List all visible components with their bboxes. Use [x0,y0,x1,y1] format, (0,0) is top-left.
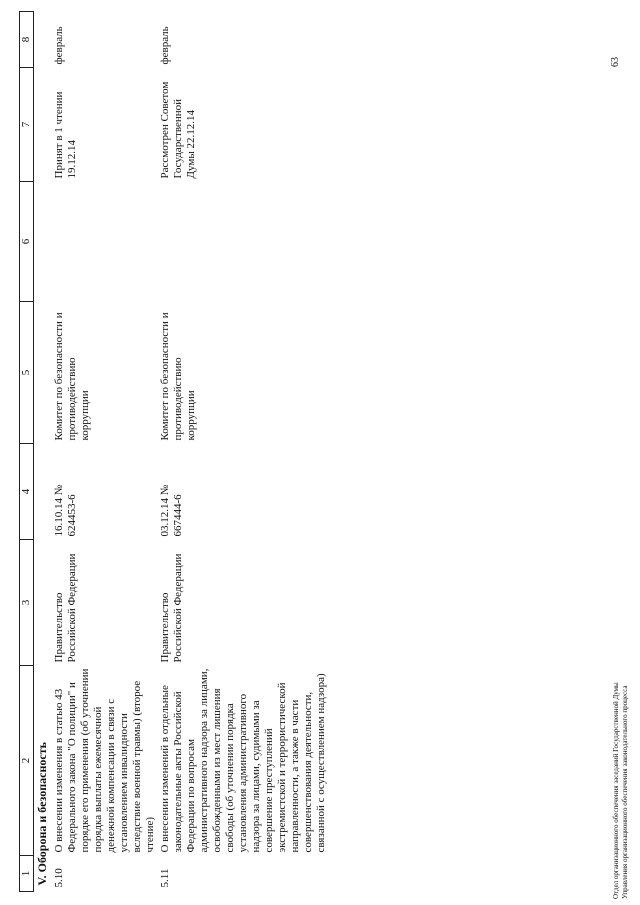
bill-initiator: Правительство Российской Федерации [159,553,184,663]
row-number: 5.11 [159,868,171,888]
bill-date-number: 16.10.14 № 624453-6 [53,484,78,537]
row-number: 5.10 [53,868,65,888]
page-number: 63 [610,57,621,67]
section-title: V. Оборона и безопасность [35,742,49,886]
table-row [157,12,328,892]
bill-term: февраль [159,26,171,65]
bill-column-6 [51,182,157,302]
column-number: 4 [20,444,34,540]
bill-committee: Комитет по безопасности и противодействию коррупции [159,312,197,441]
column-number: 6 [20,182,34,302]
column-number: 3 [20,540,34,666]
column-number: 8 [20,12,34,68]
column-number: 5 [20,302,34,444]
bill-title: О внесении изменения в статью 43 Федерального закона "О полиции" и порядке его применения (об уточнении порядка выплаты ежемесячной денежной компенсации в связи с установлением инвалидности вследствие военной травмы) (второе чтение) [53,668,156,853]
table-row [51,12,157,892]
footer-line: Управления организационного обеспечения законодательного процесса [620,685,629,899]
footer-line: Отдел организационного обеспечения заседаний Государственной Думы [612,682,620,899]
footer [612,379,629,899]
bill-status: Принят в 1 чтении 19.12.14 [53,91,78,179]
column-number: 2 [20,666,34,856]
bills-table [19,11,328,892]
bill-title: О внесении изменений в отдельные законодательные акты Российской Федерации по вопросам административного надзора за лицами, освобожденными из мест лишения свободы (об уточнении порядка установления административного надзора за лицами, судимыми за совершение преступлений экстремистской и террористической направленности, а также в части совершенствования деятельности, связанной с осуществлением надзора) [159,668,327,853]
section-row [34,12,52,892]
column-number: 7 [20,68,34,182]
column-number-row [20,12,34,892]
bill-term: февраль [53,26,65,65]
bill-date-number: 03.12.14 № 667444-6 [159,484,184,537]
column-number: 1 [20,856,34,892]
bill-initiator: Правительство Российской Федерации [53,553,78,663]
bill-status: Рассмотрен Советом Государственной Думы 22.12.14 [159,81,197,179]
bill-column-6 [157,182,328,302]
bill-committee: Комитет по безопасности и противодействию коррупции [53,312,91,441]
